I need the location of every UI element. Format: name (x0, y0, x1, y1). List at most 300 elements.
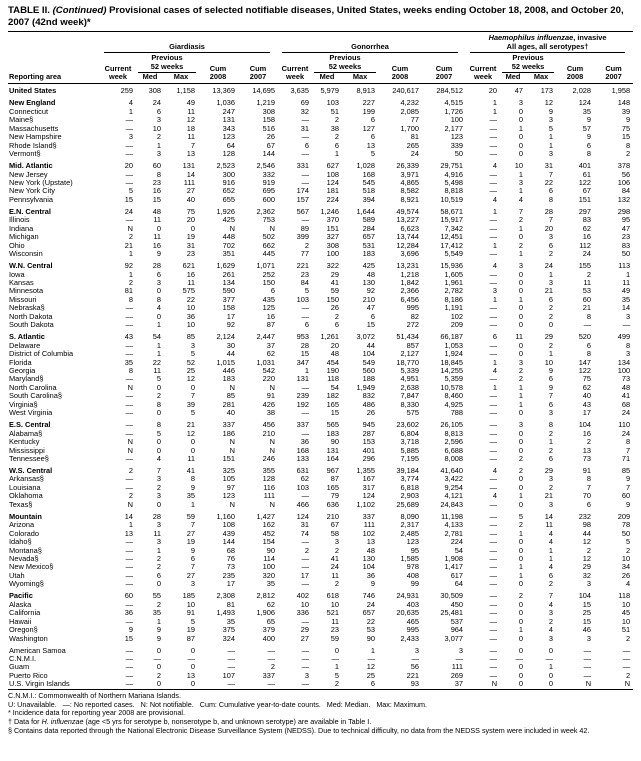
value-cell: 35 (186, 491, 195, 501)
reporting-area-cell: Pacific (9, 591, 33, 601)
value-cell: 9 (586, 115, 592, 125)
value-cell: 8 (128, 294, 133, 304)
value-cell: 0 (190, 662, 195, 672)
value-cell: 19 (186, 232, 195, 242)
value-cell: 0 (334, 645, 340, 655)
value-cell: 6,623 (400, 223, 420, 233)
table-row (8, 447, 633, 455)
value-cell: 2 (156, 554, 161, 564)
value-cell: 3 (548, 499, 554, 509)
table-row (8, 409, 633, 417)
value-cell: 190 (326, 366, 340, 376)
value-cell: 10 (152, 123, 161, 133)
value-cell: 24,931 (396, 591, 420, 601)
value-cell: — (489, 554, 498, 564)
value-cell: — (267, 679, 276, 689)
value-cell: 11 (187, 454, 195, 464)
reporting-area-cell: California (9, 609, 41, 618)
value-cell: — (301, 311, 310, 321)
reporting-area-cell: Arkansas§ (9, 475, 44, 484)
value-cell: 1,644 (356, 206, 376, 216)
value-cell: 22 (544, 178, 554, 187)
value-cell: 4 (156, 303, 161, 313)
value-cell: 9 (548, 106, 554, 116)
value-cell: 41 (330, 554, 340, 564)
value-cell: 13,744 (396, 232, 420, 242)
value-cell: — (489, 399, 498, 409)
value-cell: 11 (583, 277, 592, 287)
value-cell: 97 (226, 482, 235, 492)
value-cell: 116 (263, 482, 276, 492)
value-cell: 95 (621, 215, 631, 225)
value-cell: 261 (222, 269, 235, 279)
value-cell: 0 (518, 445, 524, 455)
value-cell: 5 (156, 374, 161, 384)
value-cell: 521 (326, 608, 340, 618)
value-cell: 0 (156, 579, 161, 589)
value-cell: 1 (518, 570, 524, 580)
notifiable-diseases-table (8, 31, 633, 690)
value-cell: 31 (300, 520, 310, 530)
value-cell: — (489, 645, 498, 655)
value-cell: — (583, 320, 592, 330)
value-cell: 0 (156, 445, 161, 455)
value-cell: — (489, 249, 498, 259)
value-cell: 27 (300, 633, 310, 643)
value-cell: 8,186 (444, 294, 464, 304)
reporting-area-cell: Florida (9, 358, 32, 367)
value-cell: 32 (582, 570, 592, 580)
value-cell: 3 (156, 520, 161, 530)
value-cell: 8 (586, 474, 592, 484)
value-cell: 210 (262, 428, 276, 438)
value-cell: 6 (304, 320, 310, 330)
value-cell: 6 (548, 240, 554, 250)
value-cell: 1 (190, 499, 195, 509)
table-title (8, 5, 633, 28)
value-cell: 113 (618, 261, 631, 271)
value-cell: 6 (492, 332, 498, 342)
value-cell: 151 (326, 223, 340, 233)
value-cell: 60 (621, 491, 631, 501)
value-cell: 36 (186, 311, 195, 321)
value-cell: 61 (582, 169, 592, 179)
value-cell: 435 (262, 294, 276, 304)
value-cell: 153 (362, 437, 376, 447)
value-cell: — (489, 579, 498, 589)
value-cell: — (455, 654, 464, 664)
value-cell: — (331, 654, 340, 664)
table-row (8, 150, 633, 158)
value-cell: 2 (586, 545, 592, 555)
reporting-area-cell: North Dakota (9, 312, 53, 321)
value-cell: 31 (186, 240, 195, 250)
value-cell: 394 (362, 194, 376, 204)
table-row (8, 492, 633, 500)
value-cell: 1 (492, 382, 498, 392)
value-cell: 85 (621, 466, 631, 475)
value-cell: 118 (618, 591, 631, 601)
value-cell: 10,519 (440, 194, 464, 204)
reporting-area-cell: West Virginia (9, 409, 53, 418)
value-cell: — (125, 420, 133, 430)
value-cell: 995 (406, 303, 420, 313)
table-row (8, 589, 633, 601)
value-cell: 3 (156, 474, 161, 484)
value-cell: 0 (518, 269, 524, 279)
value-cell: 549 (362, 357, 376, 367)
value-cell: 7,195 (400, 454, 420, 464)
value-cell: 0 (518, 537, 524, 547)
value-cell: 183 (326, 428, 340, 438)
value-cell: 5,359 (444, 374, 464, 384)
value-cell: — (125, 115, 133, 125)
value-cell: 104 (578, 591, 592, 601)
value-cell: 95 (410, 545, 420, 555)
value-cell: 29 (300, 625, 310, 635)
value-cell: 24 (330, 562, 340, 572)
value-cell: 50 (454, 149, 464, 159)
value-cell: 89 (300, 223, 310, 233)
table-row (8, 609, 633, 617)
value-cell: 2 (156, 599, 161, 609)
value-cell: 0 (190, 679, 195, 689)
value-cell: 0 (518, 599, 524, 609)
value-cell: 322 (326, 261, 340, 271)
value-cell: 426 (262, 399, 276, 409)
value-cell: 13 (366, 140, 376, 150)
table-row (8, 580, 633, 588)
value-cell: 0 (518, 408, 524, 418)
value-cell: 107 (222, 670, 235, 680)
value-cell: 14 (124, 511, 133, 521)
value-cell: 0 (190, 382, 195, 392)
value-cell: N (491, 679, 498, 689)
value-cell: 4 (625, 579, 631, 589)
value-cell: 379 (262, 625, 276, 635)
value-cell: 60 (124, 591, 133, 601)
value-cell: 8 (625, 340, 631, 350)
value-cell: — (125, 428, 133, 438)
col-header-max-giardiasis: Max (164, 73, 198, 83)
value-cell: 2 (518, 466, 524, 475)
value-cell: 9 (548, 366, 554, 376)
value-cell: 10 (330, 599, 340, 609)
value-cell: 11 (622, 277, 631, 287)
value-cell: 8 (625, 140, 631, 150)
value-cell: 0 (518, 311, 524, 321)
value-cell: 7 (548, 215, 554, 225)
value-cell: — (489, 391, 498, 401)
value-cell: 1 (156, 349, 161, 359)
value-cell: 9 (625, 499, 631, 509)
value-cell: — (489, 178, 498, 187)
value-cell: 15 (330, 408, 340, 418)
value-cell: 2 (548, 311, 554, 321)
value-cell: 75 (186, 206, 195, 216)
value-cell: 439 (222, 528, 235, 538)
value-cell: 35 (226, 616, 235, 626)
table-row (8, 484, 633, 492)
value-cell: — (489, 474, 498, 484)
value-cell: — (489, 149, 498, 159)
value-cell: 1,160 (216, 511, 235, 521)
value-cell: 1 (518, 382, 524, 392)
value-cell: 499 (617, 332, 631, 342)
value-cell: 1,629 (216, 261, 235, 271)
value-cell: 14,695 (252, 86, 276, 96)
value-cell: 317 (362, 482, 376, 492)
value-cell: 8 (156, 420, 161, 430)
value-cell: 39,184 (396, 466, 420, 475)
value-cell: 1,726 (444, 106, 464, 116)
value-cell: 91 (186, 608, 195, 618)
value-cell: 28 (300, 340, 310, 350)
value-cell: 401 (578, 161, 592, 171)
value-cell: 589 (362, 215, 376, 225)
reporting-area-cell: E.N. Central (9, 206, 51, 216)
value-cell: 259 (120, 86, 133, 96)
value-cell: 6,456 (400, 294, 420, 304)
value-cell: 20 (330, 340, 340, 350)
value-cell: 21 (186, 420, 195, 430)
value-cell: 1,158 (176, 86, 195, 96)
value-cell: 3,635 (290, 86, 310, 96)
value-cell: 953 (296, 332, 310, 342)
value-cell: 78 (621, 520, 631, 530)
value-cell: 300 (222, 169, 235, 179)
value-cell: 7 (548, 591, 554, 601)
table-row (8, 635, 633, 643)
value-cell: 22 (366, 616, 376, 626)
value-cell: — (411, 654, 420, 664)
reporting-area-cell: Guam (9, 663, 30, 672)
value-cell: 35 (152, 608, 161, 618)
value-cell: 11 (331, 570, 340, 580)
value-cell: 1 (548, 132, 554, 142)
value-cell: 14,255 (440, 366, 464, 376)
value-cell: — (489, 537, 498, 547)
value-cell: 337 (362, 511, 376, 521)
value-cell: 0 (518, 670, 524, 680)
value-cell: 134 (222, 277, 235, 287)
reporting-area-cell: Rhode Island§ (9, 141, 57, 150)
value-cell: 30 (226, 340, 235, 350)
value-cell: 3 (304, 670, 310, 680)
value-cell: 1,493 (216, 608, 235, 618)
value-cell: 3 (458, 645, 464, 655)
value-cell: 919 (262, 178, 276, 187)
value-cell: 157 (296, 194, 310, 204)
value-cell: 151 (578, 194, 592, 204)
value-cell: 11 (331, 616, 340, 626)
value-cell: 4 (548, 528, 554, 538)
value-cell: 144 (262, 149, 276, 159)
value-cell: 91 (582, 466, 592, 475)
value-cell: 20 (488, 86, 498, 96)
table-row (8, 296, 633, 304)
table-row (8, 83, 633, 95)
value-cell: 85 (226, 391, 235, 401)
value-cell: 0 (548, 679, 554, 689)
value-cell: 518 (362, 186, 376, 196)
value-cell: — (125, 662, 133, 672)
value-cell: 123 (406, 537, 420, 547)
value-cell: 46 (582, 625, 592, 635)
value-cell: 75 (582, 374, 592, 384)
value-cell: 21 (582, 303, 592, 313)
table-title-prefix: TABLE II. (8, 5, 53, 16)
value-cell: 4,951 (400, 374, 420, 384)
value-cell: 54 (330, 382, 340, 392)
table-row (8, 521, 633, 529)
value-cell: 5 (190, 349, 195, 359)
value-cell: 1,585 (400, 554, 420, 564)
value-cell: 5 (548, 123, 554, 133)
value-cell: 5 (128, 186, 133, 196)
value-cell: 111 (451, 662, 464, 672)
value-cell: 3 (518, 420, 524, 430)
value-cell: 1,605 (444, 269, 464, 279)
value-cell: 2,638 (400, 382, 420, 392)
value-cell: 600 (262, 194, 276, 204)
value-cell: 1,926 (216, 206, 235, 216)
value-cell: 30,509 (440, 591, 464, 601)
value-cell: — (301, 645, 310, 655)
value-cell: 3 (128, 132, 133, 142)
col-header-cum-2007-gonorrhea: Cum 2007 (422, 53, 466, 83)
value-cell: 5 (190, 616, 195, 626)
value-cell: 2,127 (400, 349, 420, 359)
value-cell: 7 (190, 391, 195, 401)
reporting-area-cell: New Hampshire (9, 133, 62, 142)
value-cell: 81 (226, 599, 235, 609)
value-cell: 1,036 (216, 98, 235, 108)
value-cell: 403 (406, 599, 420, 609)
value-cell: 173 (540, 86, 554, 96)
value-cell: — (489, 625, 498, 635)
value-cell: 12 (186, 115, 195, 125)
value-cell: 1 (548, 545, 554, 555)
value-cell: 62 (300, 474, 310, 484)
value-cell: 0 (518, 482, 524, 492)
value-cell: — (489, 123, 498, 133)
value-cell: 4,133 (444, 520, 464, 530)
value-cell: 502 (262, 232, 276, 242)
value-cell: 3 (492, 286, 498, 296)
value-cell: 1,053 (444, 340, 464, 350)
value-cell: — (125, 654, 133, 664)
value-cell: — (125, 374, 133, 384)
value-cell: 0 (518, 579, 524, 589)
value-cell: — (301, 616, 310, 626)
value-cell: 44 (582, 528, 592, 538)
value-cell: 1,191 (444, 303, 464, 313)
value-cell: 10 (186, 320, 195, 330)
reporting-area-cell: Iowa (9, 270, 25, 279)
value-cell: 2 (334, 115, 340, 125)
value-cell: 2 (518, 454, 524, 464)
value-cell: 1,246 (320, 206, 340, 216)
value-cell: 12 (186, 428, 195, 438)
table-row (8, 250, 633, 258)
reporting-area-cell: Louisiana (9, 483, 41, 492)
value-cell: — (489, 528, 498, 538)
col-header-cum-2007-hinfluenzae: Cum 2007 (594, 53, 633, 83)
table-title-rest: Provisional cases of selected notifiable diseases, United States, weeks ending October 18, 2008, and October 20, 2007 (42nd week)* (8, 5, 624, 28)
reporting-area-cell: New Jersey (9, 170, 48, 179)
table-row (8, 133, 633, 141)
value-cell: 31 (300, 123, 310, 133)
value-cell: — (125, 169, 133, 179)
value-cell: — (622, 320, 631, 330)
value-cell: 1 (370, 645, 376, 655)
value-cell: 24 (582, 249, 592, 259)
value-cell: — (489, 340, 498, 350)
value-cell: 62 (266, 599, 276, 609)
value-cell: — (489, 570, 498, 580)
value-cell: 70 (582, 491, 592, 501)
value-cell: — (125, 320, 133, 330)
value-cell: 6 (270, 286, 276, 296)
value-cell: 24 (621, 408, 631, 418)
value-cell: 29 (544, 466, 554, 475)
reporting-area-cell: Oregon§ (9, 626, 38, 635)
value-cell: — (125, 474, 133, 484)
value-cell: 2,317 (400, 520, 420, 530)
value-cell: 465 (406, 616, 420, 626)
value-cell: — (489, 520, 498, 530)
value-cell: 21 (124, 240, 133, 250)
value-cell: 38 (330, 123, 340, 133)
value-cell: 127 (362, 123, 376, 133)
value-cell: 631 (296, 466, 310, 475)
value-cell: 246 (262, 454, 276, 464)
value-cell: 6 (156, 106, 161, 116)
value-cell: 0 (518, 132, 524, 142)
value-cell: 6 (548, 374, 554, 384)
value-cell: 4 (156, 454, 161, 464)
table-row (8, 464, 633, 476)
value-cell: 378 (617, 161, 631, 171)
value-cell: 1 (518, 562, 524, 572)
value-cell: 1 (492, 294, 498, 304)
value-cell: N (585, 679, 592, 689)
value-cell: 662 (262, 240, 276, 250)
value-cell: 0 (548, 670, 554, 680)
value-cell: 59 (186, 511, 195, 521)
value-cell: 210 (362, 294, 376, 304)
value-cell: 2 (625, 670, 631, 680)
value-cell: 100 (450, 115, 464, 125)
value-cell: — (489, 654, 498, 664)
value-cell: 1,908 (444, 554, 464, 564)
value-cell: 51 (330, 106, 340, 116)
value-cell: — (125, 537, 133, 547)
value-cell: 118 (327, 374, 340, 384)
value-cell: 2 (334, 545, 340, 555)
value-cell: 10 (621, 599, 631, 609)
value-cell: — (301, 215, 310, 225)
value-cell: 12 (582, 554, 592, 564)
value-cell: 150 (326, 294, 340, 304)
value-cell: — (489, 269, 498, 279)
table-row (8, 216, 633, 224)
value-cell: 93 (410, 679, 420, 689)
value-cell: 2 (518, 591, 524, 601)
value-cell: — (301, 178, 310, 187)
value-cell: 39 (186, 399, 195, 409)
